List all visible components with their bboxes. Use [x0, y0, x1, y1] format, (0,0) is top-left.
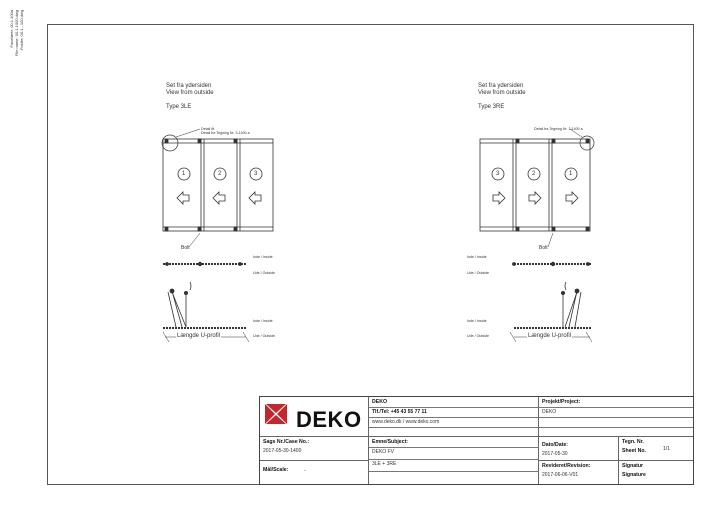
file-info-line: Fanefører: 00.1.100a — [9, 10, 14, 48]
subject-label: Emne/Subject: — [372, 439, 409, 445]
project-label: Projekt/Project: — [542, 399, 581, 405]
project-value: DEKO — [542, 409, 557, 415]
date-cell — [539, 437, 619, 461]
right-dimension-label: Længde U-profil — [528, 333, 572, 339]
sheet-cell — [619, 437, 693, 461]
sheet-label: Tegn. Nr. — [622, 439, 644, 445]
subject-value: 3LE + 3RE — [372, 461, 397, 467]
scale-cell — [260, 461, 369, 484]
signature-cell — [619, 461, 693, 484]
company-cell — [369, 397, 539, 437]
deko-logo — [266, 405, 362, 433]
left-type-label: Type 3LE — [166, 104, 192, 110]
file-info-line: Folder: 00.1 - 100 dwg — [19, 10, 24, 51]
right-detail-callout: Detail fra Tegning Nr. 3-1400 a — [534, 127, 583, 131]
sheet-label: Sheet No. — [622, 448, 646, 454]
case-label: Sags Nr./Case No.: — [263, 439, 310, 445]
right-inside-label: Inde / Inside — [467, 319, 487, 323]
left-detail-callout-ref: Detail fra Tegning Nr. 3-1400 a — [201, 131, 250, 135]
revision-value: 2017-06-06-V01 — [542, 472, 579, 478]
company-phone: Tlf./Tel: +45 43 55 77 11 — [372, 409, 427, 415]
file-info-line: File name: 00.1.1000.dwg — [14, 10, 19, 57]
right-panel-number: 3 — [496, 171, 500, 177]
date-label: Dato/Date: — [542, 442, 568, 448]
case-value: 2017-05-30-1400 — [263, 448, 302, 454]
subject-cell — [369, 437, 539, 484]
logo-text: DEKO — [296, 407, 362, 432]
left-detail-callout: Detail ift. — [201, 127, 215, 131]
date-value: 2017-05-30 — [542, 451, 568, 457]
right-view-label-da: Set fra ydersiden — [478, 83, 524, 89]
left-outside-label: Ude / Outside — [253, 334, 275, 338]
left-bolt-label: Bolt — [181, 245, 190, 251]
left-view-label-en: View from outside — [166, 90, 214, 96]
revision-cell — [539, 461, 619, 484]
left-panel-number: 2 — [218, 171, 222, 177]
left-outside-label: Ude / Outside — [253, 271, 275, 275]
company-name: DEKO — [372, 399, 387, 405]
title-block — [259, 396, 694, 485]
left-elevation — [162, 129, 273, 247]
right-bolt-label: Bolt — [539, 245, 548, 251]
revision-label: Revideret/Revision: — [542, 463, 591, 469]
left-inside-label: Inde / Inside — [253, 255, 273, 259]
right-inside-label: Inde / Inside — [467, 255, 487, 259]
logo-cell — [260, 397, 369, 437]
left-inside-label: Inde / Inside — [253, 319, 273, 323]
left-plan-closed — [163, 262, 246, 266]
right-panel-number: 2 — [532, 171, 536, 177]
scale-value: - — [304, 468, 306, 474]
right-outside-label: Ude / Outside — [467, 271, 489, 275]
project-cell — [539, 397, 693, 437]
left-panel-number: 1 — [182, 171, 186, 177]
scale-label: Mål/Scale: — [263, 467, 289, 473]
left-dimension-label: Længde U-profil — [177, 333, 221, 339]
right-type-label: Type 3RE — [478, 104, 505, 110]
right-elevation — [480, 129, 594, 247]
signature-label: Signatur — [622, 463, 644, 469]
subject-value: DEKO FV — [372, 449, 394, 455]
right-panel-number: 1 — [569, 171, 573, 177]
right-outside-label: Ude / Outside — [467, 334, 489, 338]
left-view-label-da: Set fra ydersiden — [166, 83, 212, 89]
right-plan-closed — [513, 262, 593, 266]
sheet-value: 1/1 — [663, 446, 670, 452]
right-view-label-en: View from outside — [478, 90, 526, 96]
case-cell — [260, 437, 369, 461]
company-web: www.deko.dk / www.deko.com — [372, 419, 440, 425]
left-panel-number: 3 — [254, 171, 258, 177]
signature-label: Signature — [622, 472, 646, 478]
